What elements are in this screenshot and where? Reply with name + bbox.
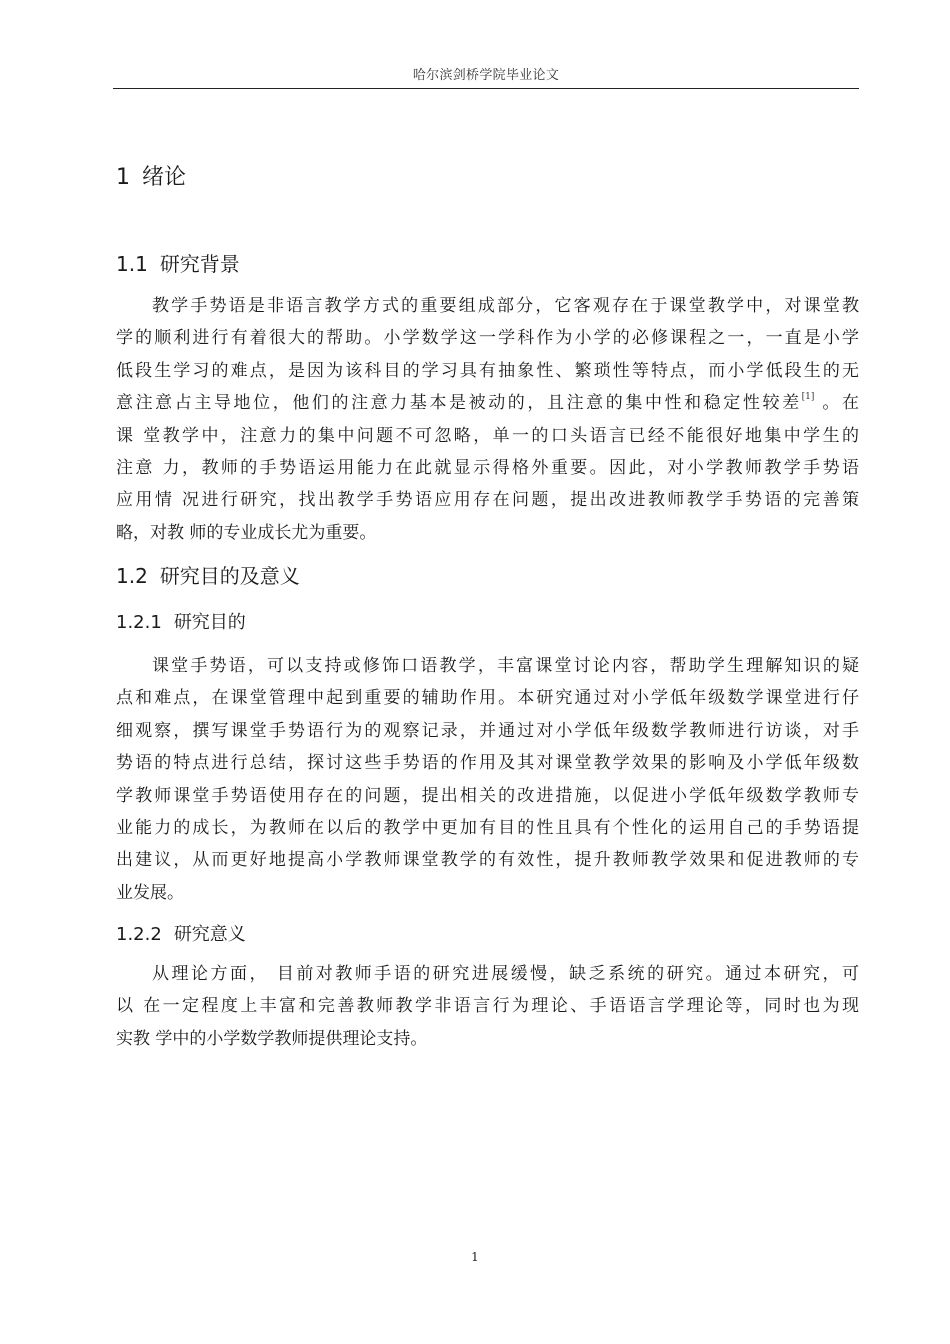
paragraph-line: 课 堂教学中，注意力的集中问题不可忽略，单一的口头语言已经不能很好地集中学生的: [116, 425, 859, 446]
chapter-title: 绪论: [142, 165, 187, 190]
section-number: 1.1: [116, 252, 148, 276]
paragraph-line: 注意 力，教师的手势语运用能力在此就显示得格外重要。因此，对小学教师教学手势语: [116, 458, 859, 479]
paragraph-line: 略，对教 师的专业成长尤为重要。: [116, 522, 377, 543]
section-title: 研究背景: [159, 252, 240, 276]
subsection-number: 1.2.1: [116, 612, 162, 633]
paragraph-line: 出建议，从而更好地提高小学教师课堂教学的有效性，提升教师教学效果和促进教师的专: [116, 850, 859, 871]
subsection-number: 1.2.2: [116, 924, 162, 945]
paragraph-line: 点和难点，在课堂管理中起到重要的辅助作用。本研究通过对小学低年级数学课堂进行仔: [116, 688, 859, 709]
paragraph-line: 细观察，撰写课堂手势语行为的观察记录，并通过对小学低年级数学教师进行访谈，对手: [116, 720, 859, 741]
section-number: 1.2: [116, 564, 148, 588]
paragraph-line: 从理论方面， 目前对教师手语的研究进展缓慢，缺乏系统的研究。通过本研究，可: [152, 964, 859, 984]
paragraph-line: 应用情 况进行研究，找出教学手势语应用存在问题，提出改进教师教学手势语的完善策: [116, 490, 859, 511]
chapter-heading: [116, 160, 186, 191]
header-divider: [113, 88, 859, 89]
citation-marker: [1]: [801, 392, 815, 403]
section-heading-background: [116, 248, 240, 277]
paragraph-purpose: [116, 650, 859, 909]
paragraph-line: [116, 387, 859, 419]
paragraph-line: 以 在一定程度上丰富和完善教师教学非语言行为理论、手语语言学理论等，同时也为现: [116, 996, 859, 1017]
paragraph-line: 业能力的成长，为教师在以后的教学中更加有目的性且具有个性化的运用自己的手势语提: [116, 818, 859, 839]
subsection-heading-purpose: [116, 608, 246, 634]
subsection-heading-significance: [116, 920, 246, 946]
paragraph-line: 学教师课堂手势语使用存在的问题，提出相关的改进措施，以促进小学低年级数学教师专: [116, 785, 859, 806]
chapter-number: 1: [116, 165, 130, 190]
page-number: 1: [471, 1250, 479, 1264]
section-title: 研究目的及意义: [159, 564, 300, 588]
paragraph-line-text: 意注意占主导地位，他们的注意力基本是被动的，且注意的集中性和稳定性较差: [116, 393, 802, 414]
paragraph-line: 业发展。: [116, 882, 184, 903]
running-header: 哈尔滨剑桥学院毕业论文: [412, 68, 560, 83]
paragraph-line: 势语的特点进行总结，探讨这些手势语的作用及其对课堂教学效果的影响及小学低年级数: [116, 753, 859, 774]
subsection-title: 研究目的: [173, 612, 246, 633]
subsection-title: 研究意义: [173, 924, 246, 945]
paragraph-significance: [116, 958, 859, 1055]
section-heading-purpose-significance: [116, 560, 300, 589]
paragraph-background: [116, 290, 859, 549]
paragraph-line: 课堂手势语，可以支持或修饰口语教学，丰富课堂讨论内容，帮助学生理解知识的疑: [152, 656, 859, 676]
paragraph-line-text: 。在: [822, 393, 860, 414]
paragraph-line: 实教 学中的小学数学教师提供理论支持。: [116, 1028, 428, 1049]
paragraph-line: 学的顺利进行有着很大的帮助。小学数学这一学科作为小学的必修课程之一，一直是小学: [116, 328, 859, 349]
paragraph-line: 教学手势语是非语言教学方式的重要组成部分，它客观存在于课堂教学中，对课堂教: [152, 296, 859, 316]
paragraph-line: 低段生学习的难点，是因为该科目的学习具有抽象性、繁琐性等特点，而小学低段生的无: [116, 360, 859, 381]
